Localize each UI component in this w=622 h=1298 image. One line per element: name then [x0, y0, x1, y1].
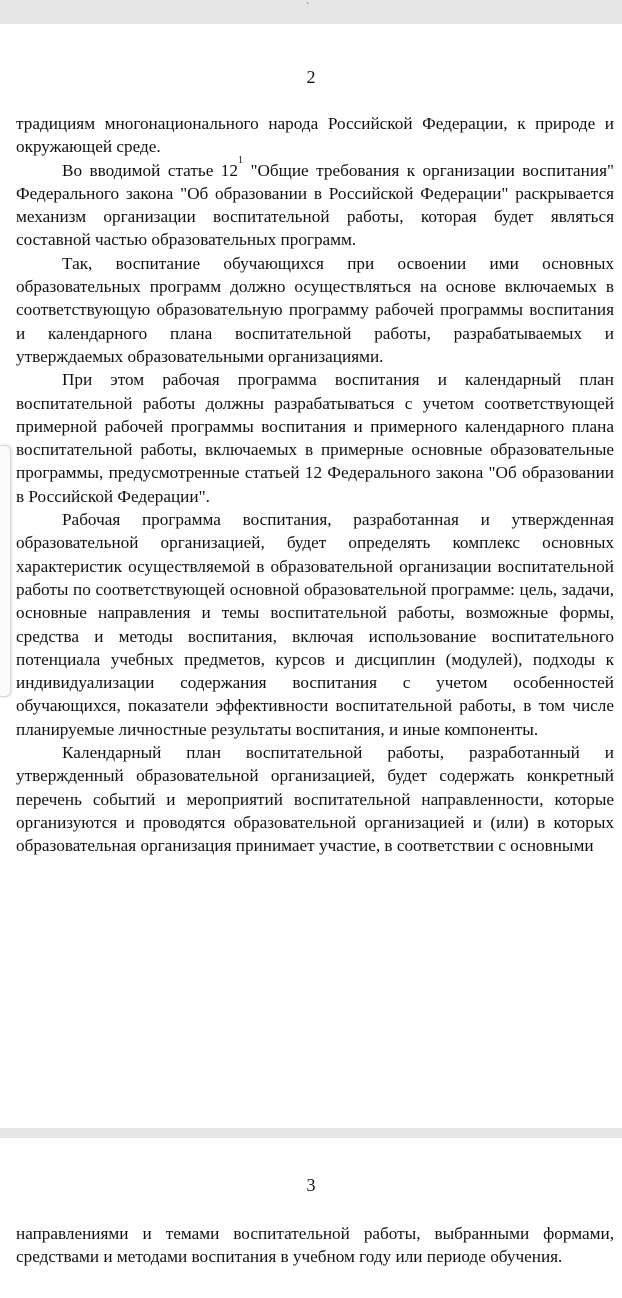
paragraph-text: Во вводимой статье 12 — [62, 160, 238, 180]
footnote-superscript: 1 — [237, 154, 243, 166]
page-number: 3 — [306, 1175, 316, 1195]
page-body — [16, 1222, 614, 1269]
scroll-indicator-mark: ` — [306, 2, 310, 13]
document-page — [0, 24, 622, 1128]
document-page — [0, 1138, 622, 1298]
page-body — [16, 112, 614, 858]
paragraph: традициям многонационального народа Российской Федерации, к природе и окружающей среде. — [16, 114, 614, 157]
paragraph: направлениями и темами воспитательной работы, выбранными формами, средствами и методами воспитания в учебном году или периоде обучения. — [16, 1224, 614, 1267]
paragraph: Календарный план воспитательной работы, разработанный и утвержденный образовательной организацией, будет содержать конкретный перечень событий и мероприятий воспитательной направленности, которые организуются и проводятся образовательной организацией и (или) в которых образовательная организация принимает участие, в соответствии с основными — [16, 743, 614, 856]
paragraph: Так, воспитание обучающихся при освоении ими основных образовательных программ должно осуществляться на основе включаемых в соответствующую образовательную программу рабочей программы воспитания и календарного плана воспитательной работы, разрабатываемых и утверждаемых образовательными организациями. — [16, 253, 614, 366]
side-panel-handle[interactable] — [0, 445, 11, 697]
paragraph — [16, 154, 614, 252]
paragraph-text: "Общие требования к организации воспитания" Федерального закона "Об образовании в Российской Федерации" раскрывается механизм организации воспитательной работы, которая будет являться составной частью образовательных программ. — [16, 160, 614, 250]
paragraph: Рабочая программа воспитания, разработанная и утвержденная образовательной организацией, будет определять комплекс основных характеристик осуществляемой в образовательной организации воспитательной работы по соответствующей основной образовательной программе: цель, задачи, основные направления и темы воспитательной работы, возможные формы, средства и методы воспитания, включая использование воспитательного потенциала учебных предметов, курсов и дисциплин (модулей), подходы к индивидуализации содержания воспитания с учетом особенностей обучающихся, показатели эффективности воспитательной работы, в том числе планируемые личностные результаты воспитания, и иные компоненты. — [16, 510, 614, 739]
page-number: 2 — [306, 67, 316, 87]
paragraph: При этом рабочая программа воспитания и календарный план воспитательной работы должны разрабатываться с учетом соответствующей примерной рабочей программы воспитания и примерного календарного плана воспитательной работы, включаемых в примерные основные образовательные программы, предусмотренные статьей 12 Федерального закона "Об образовании в Российской Федерации". — [16, 370, 614, 506]
